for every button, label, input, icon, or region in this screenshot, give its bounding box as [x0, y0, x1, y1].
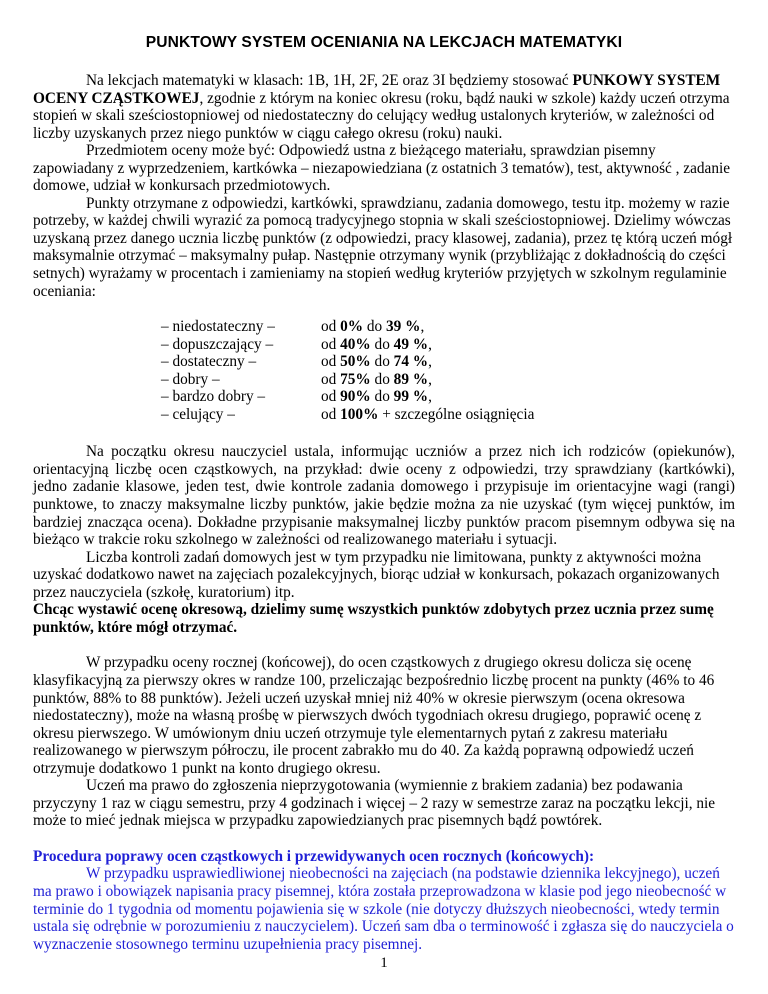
grade-range-to: 39 % [386, 318, 421, 336]
grade-row [161, 406, 534, 424]
grade-range-to: 99 % [393, 388, 429, 406]
grade-range: od 0% do 39 %, [321, 318, 425, 336]
procedure-body: W przypadku usprawiedliwionej nieobecności na zajęciach (na podstawie dziennika lekcyjnego), uczeń ma prawo i obowiązek napisania pracy pisemnej, która została przeprowadzona w klasie pod jego nieobecność w terminie do 1 tygodnia od momentu pojawienia się w szkole (nie dotyczy dłuższych nieobecności, wtedy termin ustala się odrębnie w porozumieniu z nauczycielem). Uczeń sam dba o terminowość i zgłasza się do nauczyciela o wyznaczenie stosownego terminu uzupełnienia pracy pisemnej. [33, 865, 734, 953]
grade-range-to: 74 % [393, 353, 429, 371]
grade-range: od 90% do 99 %, [321, 388, 432, 406]
grade-range-from: 0% [340, 318, 364, 336]
grade-range-to: 89 % [393, 370, 429, 388]
paragraph-annual-grade: W przypadku oceny rocznej (końcowej), do ocen cząstkowych z drugiego okresu dolicza się ocenę klasyfikacyjną za pierwszy okres w randze 100, przeliczając bezpośrednio liczbę procent na punkty (46% to 46 punktów, 88% to 88 punktów). Jeżeli uczeń uzyskał mniej niż 40% w okresie pierwszym (ocena okresowa niedostateczny), może na własną prośbę w pierwszych dwóch tygodniach okresu drugiego, poprawić ocenę z okresu pierwszego. W umówionym dniu uczeń otrzymuje tyle elementarnych pytań z zakresu materiału realizowanego w pierwszym półroczu, ile procent zabrakło mu do 40. Za każdą poprawną odpowiedź uczeń otrzymuje dodatkowo 1 punkt na konto drugiego okresu. [33, 654, 715, 777]
paragraph-assessment-subjects: Przedmiotem oceny może być: Odpowiedź ustna z bieżącego materiału, sprawdzian pisemny zapowiadany z wyprzedzeniem, kartkówka – niezapowiedziana (z ostatnich 3 tematów), test, aktywność , zadanie domowe, udział w konkursach przedmiotowych. [33, 142, 731, 195]
paragraph-homework-limits: Liczba kontroli zadań domowych jest w tym przypadku nie limitowana, punkty z aktywności można uzyskać dodatkowo nawet na zajęciach pozalekcyjnych, biorąc udział w konkursach, pokazach organizowanych przez nauczyciela (szkołę, kuratorium) itp. [33, 548, 720, 601]
grade-range-from: 75% [340, 370, 371, 388]
paragraph-intro [33, 72, 735, 142]
grade-range-to: 49 % [393, 335, 429, 353]
paragraph-initial-setup: Na początku okresu nauczyciel ustala, informując uczniów a przez nich ich rodziców (opiekunów), orientacyjną liczbę ocen cząstkowych, na przykład: dwie oceny z odpowiedzi, trzy sprawdziany (kartkówki), jedno zadanie klasowe, jeden test, dwie kontrole zadania domowego i przypisuje im orientacyjne wagi (rangi) punktowe, to znaczy maksymalne liczby punktów, jakie będzie można za nie uzyskać (tym więcej punktów, im bardziej znacząca ocena). Dokładne przypisanie maksymalnej liczby punktów pracom pisemnym odbywa się na bieżąco w trakcie roku szkolnego w zależności od realizowanego materiału i sytuacji. [33, 443, 735, 549]
grade-scale [33, 318, 735, 423]
grade-row [161, 388, 534, 406]
grade-range-from: 100% [340, 405, 379, 423]
grade-name: – dopuszczający – [161, 335, 274, 353]
grade-row [161, 353, 534, 371]
grade-range-from: 50% [340, 353, 371, 371]
grade-range: od 75% do 89 %, [321, 370, 432, 388]
procedure-heading: Procedura poprawy ocen cząstkowych i przewidywanych ocen rocznych (końcowych): [33, 847, 595, 865]
grade-name: – niedostateczny – [161, 318, 275, 336]
page-number: 1 [380, 955, 388, 971]
intro-text-continued: , zgodnie z którym na koniec okresu (roku, bądź nauki w szkole) każdy uczeń otrzyma stopień w skali sześciostopniowej od niedostateczny do celujący według ustalonych kryteriów, w zależności od liczby uzyskanych przez niego punktów w ciągu całego okresu (roku) nauki. [33, 89, 730, 142]
grade-row [161, 336, 534, 354]
grade-range-from: 40% [340, 335, 371, 353]
paragraph-unpreparedness: Uczeń ma prawo do zgłoszenia nieprzygotowania (wymiennie z brakiem zadania) bez podawania przyczyny 1 raz w ciągu semestru, przy 4 godzinach i więcej – 2 razy w semestrze zaraz na początku lekcji, nie może to mieć jednak miejsca w przypadku zapowiedzianych prac pisemnych bądź powtórek. [33, 777, 716, 830]
grade-range: od 40% do 49 %, [321, 335, 432, 353]
periodic-grade-rule-bold: Chcąc wystawić ocenę okresową, dzielimy sumę wszystkich punktów zdobytych przez ucznia przez sumę punktów, które mógł otrzymać. [33, 601, 714, 636]
paragraph-periodic-grade-rule [33, 601, 735, 636]
grade-range-from: 90% [340, 388, 371, 406]
grade-range: od 50% do 74 %, [321, 353, 432, 371]
grade-name: – celujący – [161, 405, 235, 423]
document-title: PUNKTOWY SYSTEM OCENIANIA NA LEKCJACH MATEMATYKI [145, 34, 623, 51]
paragraph-points-conversion: Punkty otrzymane z odpowiedzi, kartkówki, sprawdzianu, zadania domowego, testu itp. możemy w razie potrzeby, w każdej chwili wyrazić za pomocą tradycyjnego stopnia w skali sześciostopniowej. Dzielimy wówczas uzyskaną przez danego ucznia liczbę punktów (z odpowiedzi, pracy klasowej, zadania), przez tę którą uczeń mógł maksymalnie otrzymać – maksymalny pułap. Następnie otrzymany wynik (przybliżając z dokładnością do części setnych) wyrażamy w procentach i zamieniamy na stopień według kryteriów przyjętych w szkolnym regulaminie oceniania: [33, 194, 733, 300]
intro-bold-term: PUNKOWY SYSTEM OCENY CZĄSTKOWEJ [33, 72, 721, 107]
grade-scale-table [161, 318, 534, 423]
grade-row [161, 371, 534, 389]
grade-row [161, 318, 534, 336]
grade-name: – dobry – [161, 370, 220, 388]
grade-name: – dostateczny – [161, 353, 257, 371]
grade-name: – bardzo dobry – [161, 388, 266, 406]
document-page [33, 34, 735, 953]
grade-range: od 100% + szczególne osiągnięcia [321, 405, 535, 423]
intro-text: Na lekcjach matematyki w klasach: 1B, 1H, 2F, 2E oraz 3I będziemy stosować [86, 72, 573, 89]
